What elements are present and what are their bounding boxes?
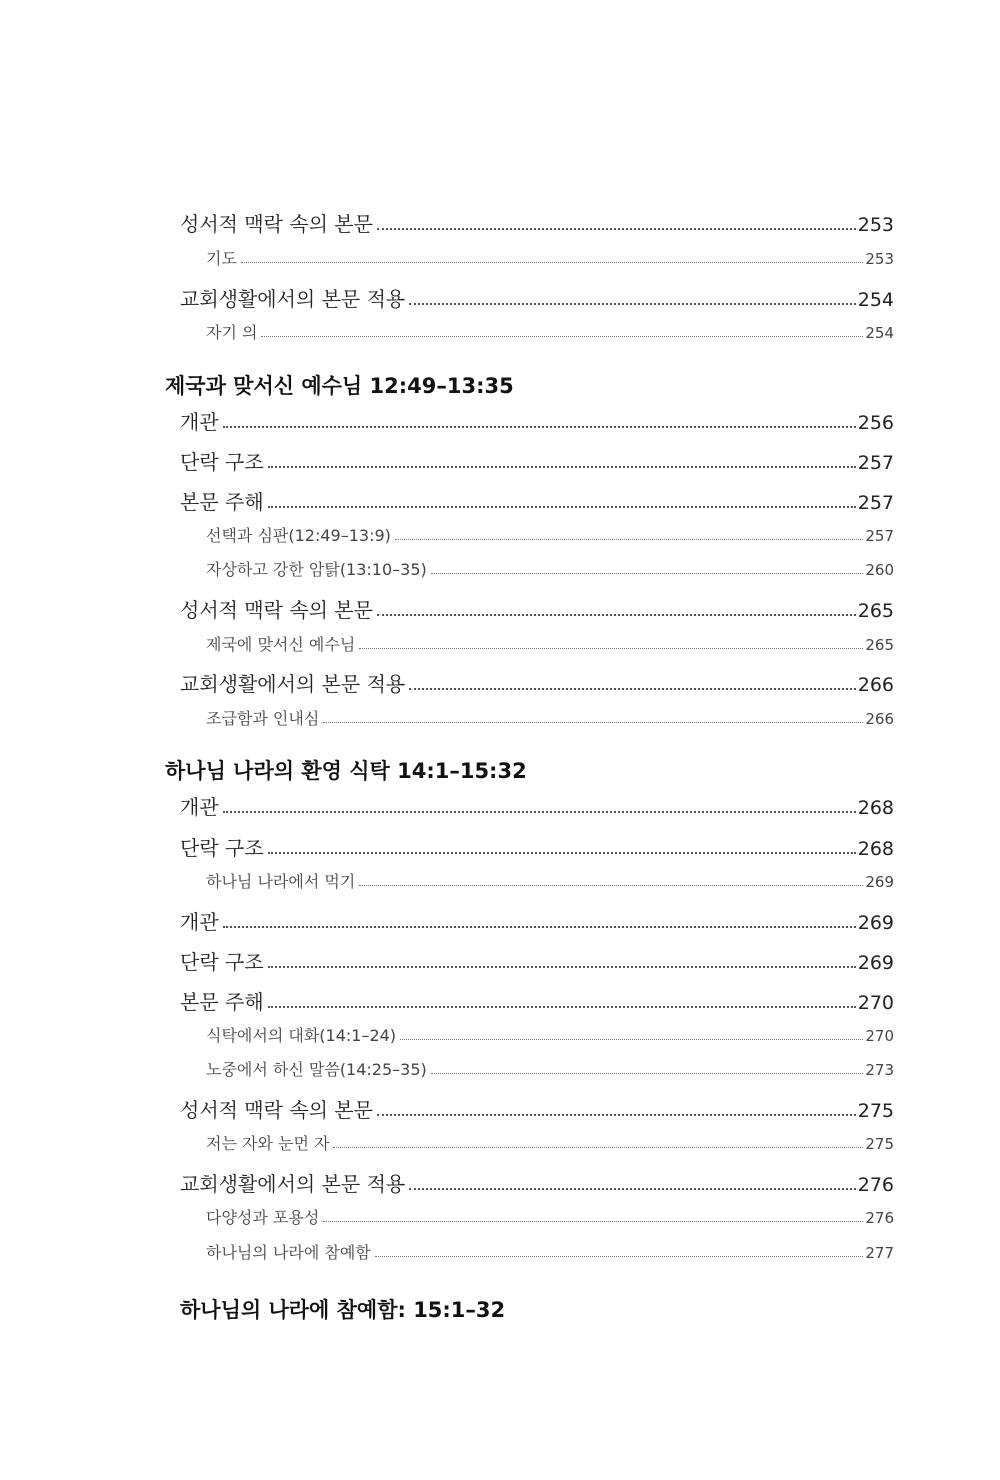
toc-entry-page: 276 — [857, 1174, 894, 1196]
toc-entry[interactable] — [180, 406, 894, 435]
toc-entry[interactable] — [180, 486, 894, 515]
dot-leader — [261, 336, 863, 337]
toc-entry-title: 단락 구조 — [180, 836, 264, 860]
toc-entry-title: 선택과 심판(12:49–13:9) — [206, 526, 391, 545]
toc-entry-title: 성서적 맥락 속의 본문 — [180, 598, 373, 622]
toc-entry-page: 257 — [865, 527, 894, 545]
toc-entry-title: 노중에서 하신 말씀(14:25–35) — [206, 1060, 427, 1079]
toc-entry-title: 성서적 맥락 속의 본문 — [180, 1098, 373, 1122]
toc-entry-page: 253 — [865, 250, 894, 268]
dot-leader — [223, 426, 856, 428]
toc-entry-page: 269 — [857, 912, 894, 934]
toc-entry[interactable] — [180, 791, 894, 820]
toc-entry-title: 하나님 나라에서 먹기 — [206, 872, 356, 891]
dot-leader — [359, 885, 863, 886]
toc-subentry[interactable] — [206, 557, 894, 580]
toc-entry-title: 자상하고 강한 암탉(13:10–35) — [206, 560, 427, 579]
toc-subentry[interactable] — [206, 1240, 894, 1263]
toc-entry[interactable] — [180, 446, 894, 475]
dot-leader — [377, 614, 856, 616]
toc-subentry[interactable] — [206, 1131, 894, 1154]
toc-entry[interactable] — [180, 283, 894, 312]
toc-entry-page: 265 — [865, 636, 894, 654]
toc-entry-title: 다양성과 포용성 — [206, 1208, 320, 1227]
toc-entry-page: 260 — [865, 561, 894, 579]
toc-entry-page: 275 — [857, 1100, 894, 1122]
toc-entry[interactable] — [180, 906, 894, 935]
toc-entry-page: 268 — [857, 838, 894, 860]
toc-entry-page: 256 — [857, 412, 894, 434]
toc-entry[interactable] — [180, 208, 894, 237]
toc-subentry[interactable] — [206, 320, 894, 343]
toc-entry[interactable] — [180, 986, 894, 1015]
dot-leader — [409, 303, 855, 305]
toc-entry-page: 257 — [857, 492, 894, 514]
dot-leader — [223, 926, 856, 928]
dot-leader — [409, 688, 855, 690]
toc-entry-title: 성서적 맥락 속의 본문 — [180, 212, 373, 236]
toc-entry[interactable] — [180, 594, 894, 623]
toc-subentry[interactable] — [206, 632, 894, 655]
toc-entry[interactable] — [180, 1094, 894, 1123]
toc-entry-page: 253 — [857, 214, 894, 236]
toc-entry-page: 257 — [857, 452, 894, 474]
toc-subentry[interactable] — [206, 523, 894, 546]
dot-leader — [241, 262, 863, 263]
toc-entry-page: 254 — [857, 289, 894, 311]
dot-leader — [268, 852, 856, 854]
toc-entry-page: 268 — [857, 797, 894, 819]
toc-entry-page: 269 — [857, 952, 894, 974]
dot-leader — [268, 506, 856, 508]
toc-entry-page: 270 — [857, 992, 894, 1014]
toc-entry-title: 식탁에서의 대화(14:1–24) — [206, 1026, 397, 1045]
toc-entry-page: 270 — [865, 1027, 894, 1045]
toc-entry[interactable] — [180, 946, 894, 975]
dot-leader — [323, 722, 863, 723]
dot-leader — [377, 228, 856, 230]
dot-leader — [400, 1039, 863, 1040]
toc-entry-title: 저는 자와 눈먼 자 — [206, 1134, 330, 1153]
toc-entry-title: 개관 — [180, 410, 219, 434]
dot-leader — [268, 1006, 856, 1008]
toc-entry-title: 개관 — [180, 795, 219, 819]
toc-subentry[interactable] — [206, 706, 894, 729]
toc-entry-title: 기도 — [206, 249, 237, 268]
toc-entry-title: 교회생활에서의 본문 적용 — [180, 287, 406, 311]
toc-entry-title: 단락 구조 — [180, 950, 264, 974]
toc-entry-title: 제국에 맞서신 예수님 — [206, 635, 356, 654]
toc-entry-page: 275 — [865, 1135, 894, 1153]
toc-entry-title: 단락 구조 — [180, 450, 264, 474]
dot-leader — [323, 1221, 863, 1222]
chapter-heading[interactable]: 하나님 나라의 환영 식탁 14:1–15:32 — [165, 759, 527, 783]
chapter-heading[interactable]: 하나님의 나라에 참예함: 15:1–32 — [180, 1298, 506, 1322]
toc-entry-title: 자기 의 — [206, 323, 258, 342]
toc-entry[interactable] — [180, 668, 894, 697]
dot-leader — [268, 466, 856, 468]
toc-entry-title: 조급함과 인내심 — [206, 709, 320, 728]
dot-leader — [395, 539, 863, 540]
toc-entry[interactable] — [180, 1168, 894, 1197]
toc-subentry[interactable] — [206, 246, 894, 269]
toc-entry-page: 273 — [865, 1061, 894, 1079]
toc-entry-page: 277 — [865, 1244, 894, 1262]
dot-leader — [409, 1188, 855, 1190]
dot-leader — [431, 1073, 864, 1074]
toc-entry-page: 269 — [865, 873, 894, 891]
dot-leader — [377, 1114, 856, 1116]
dot-leader — [359, 648, 863, 649]
toc-entry[interactable] — [180, 832, 894, 861]
toc-entry-page: 276 — [865, 1209, 894, 1227]
dot-leader — [431, 573, 864, 574]
toc-subentry[interactable] — [206, 1205, 894, 1228]
toc-entry-title: 교회생활에서의 본문 적용 — [180, 672, 406, 696]
toc-entry-title: 교회생활에서의 본문 적용 — [180, 1172, 406, 1196]
toc-entry-title: 개관 — [180, 910, 219, 934]
dot-leader — [375, 1256, 864, 1257]
toc-entry-page: 266 — [865, 710, 894, 728]
toc-entry-page: 254 — [865, 324, 894, 342]
toc-subentry[interactable] — [206, 1023, 894, 1046]
toc-subentry[interactable] — [206, 869, 894, 892]
chapter-heading[interactable]: 제국과 맞서신 예수님 12:49–13:35 — [165, 374, 514, 398]
toc-entry-page: 265 — [857, 600, 894, 622]
toc-entry-page: 266 — [857, 674, 894, 696]
toc-subentry[interactable] — [206, 1057, 894, 1080]
toc-entry-title: 본문 주해 — [180, 990, 264, 1014]
toc-entry-title: 본문 주해 — [180, 490, 264, 514]
dot-leader — [268, 966, 856, 968]
toc-entry-title: 하나님의 나라에 참예함 — [206, 1243, 371, 1262]
dot-leader — [333, 1147, 863, 1148]
dot-leader — [223, 811, 856, 813]
